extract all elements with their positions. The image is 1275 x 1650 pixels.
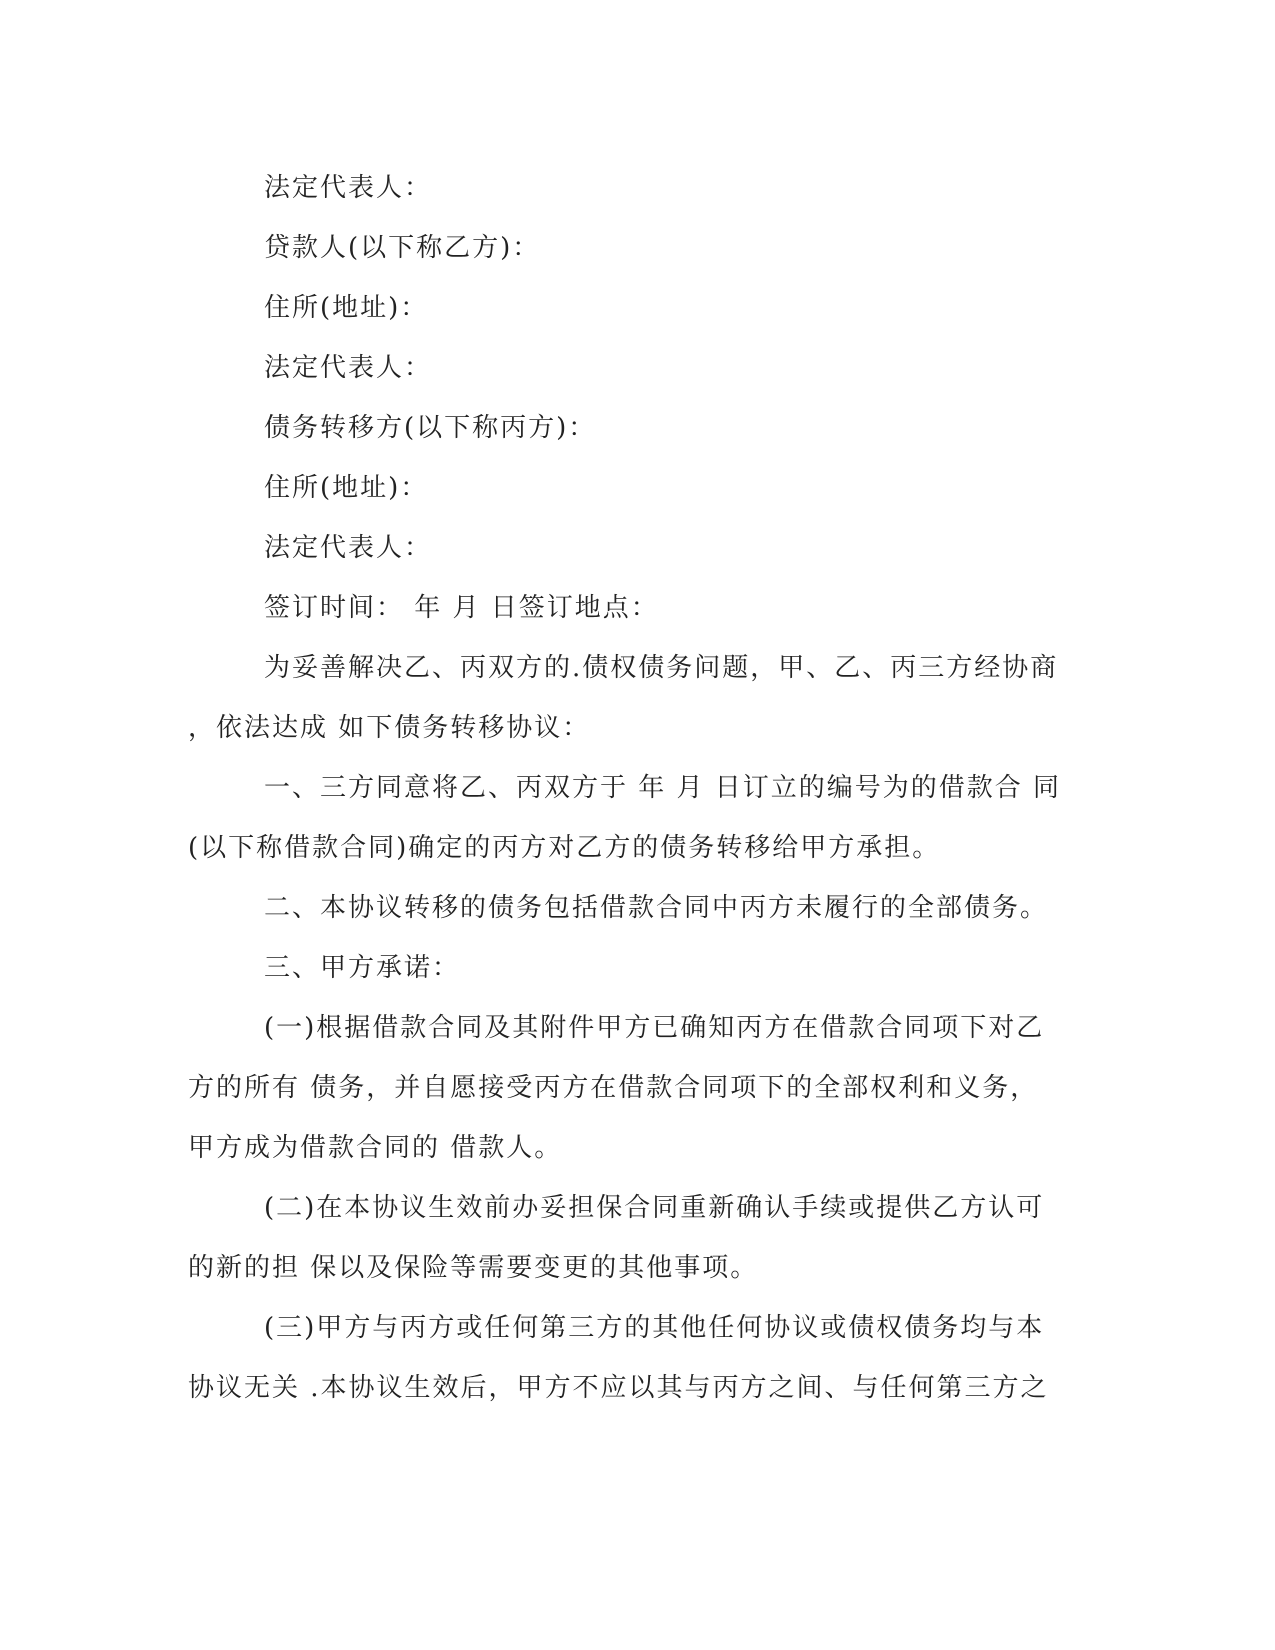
transferor-legal-representative-line: 法定代表人：	[264, 533, 433, 563]
clause-3-1-line-3: 甲方成为借款合同的 借款人。	[188, 1133, 563, 1163]
preamble-line-1: 为妥善解决乙、丙双方的.债权债务问题，甲、乙、丙三方经协商	[264, 653, 1059, 683]
lender-legal-representative-line: 法定代表人：	[264, 353, 433, 383]
legal-representative-line: 法定代表人：	[264, 173, 433, 203]
clause-3-heading: 三、甲方承诺：	[264, 953, 461, 983]
clause-1-line-2: (以下称借款合同)确定的丙方对乙方的债务转移给甲方承担。	[188, 833, 941, 863]
document-body	[188, 158, 1088, 1418]
clause-3-3-line-2: 协议无关 .本协议生效后，甲方不应以其与丙方之间、与任何第三方之	[188, 1373, 1049, 1403]
transferor-line: 债务转移方(以下称丙方)：	[264, 413, 597, 443]
clause-1-line-1: 一、三方同意将乙、丙双方于 年 月 日订立的编号为的借款合 同	[264, 773, 1062, 803]
signing-date-place-line: 签订时间： 年 月 日签订地点：	[264, 593, 659, 623]
preamble-line-2: ，依法达成 如下债务转移协议：	[188, 713, 591, 743]
clause-3-3-line-1: (三)甲方与丙方或任何第三方的其他任何协议或债权债务均与本	[264, 1313, 1045, 1343]
lender-address-line: 住所(地址)：	[264, 293, 429, 323]
clause-3-2-line-2: 的新的担 保以及保险等需要变更的其他事项。	[188, 1253, 759, 1283]
clause-2-line: 二、本协议转移的债务包括借款合同中丙方未履行的全部债务。	[264, 893, 1049, 923]
transferor-address-line: 住所(地址)：	[264, 473, 429, 503]
clause-3-2-line-1: (二)在本协议生效前办妥担保合同重新确认手续或提供乙方认可	[264, 1193, 1045, 1223]
clause-3-1-line-2: 方的所有 债务，并自愿接受丙方在借款合同项下的全部权利和义务，	[188, 1073, 1039, 1103]
clause-3-1-line-1: (一)根据借款合同及其附件甲方已确知丙方在借款合同项下对乙	[264, 1013, 1045, 1043]
lender-line: 贷款人(以下称乙方)：	[264, 233, 541, 263]
